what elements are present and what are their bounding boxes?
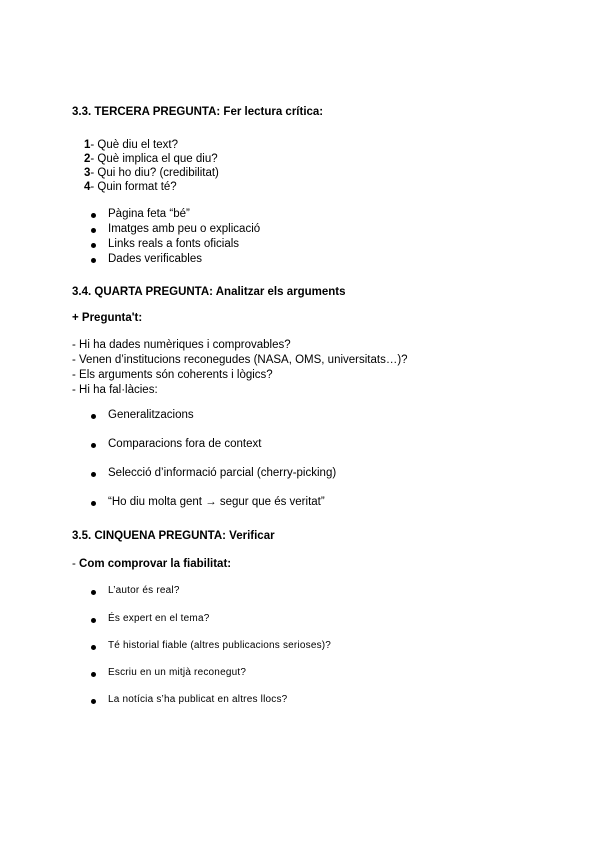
question-3 (84, 167, 219, 179)
bullet-dot (91, 414, 96, 419)
list-item: Imatges amb peu o explicació (108, 223, 261, 235)
bullet-dot (91, 501, 96, 506)
list-item: Comparacions fora de context (108, 438, 262, 450)
question-line: - Venen d’institucions reconegudes (NASA, OMS, universitats…)? (72, 354, 408, 366)
question-text: - Qui ho diu? (credibilitat) (90, 167, 219, 179)
section-3-3-title: 3.3. TERCERA PREGUNTA: Fer lectura crítica: (72, 106, 324, 118)
section-3-4-title: 3.4. QUARTA PREGUNTA: Analitzar els arguments (72, 286, 346, 298)
bullet-dot (91, 645, 96, 650)
list-item: Escriu en un mitjà reconegut? (108, 667, 247, 678)
section-3-5-title: 3.5. CINQUENA PREGUNTA: Verificar (72, 530, 275, 542)
bullet-dot (91, 672, 96, 677)
section-3-5-subtitle (72, 558, 231, 570)
list-item: Té historial fiable (altres publicacions serioses)? (108, 640, 332, 651)
question-number: 2 (84, 153, 91, 165)
bullet-dot (91, 213, 96, 218)
question-text: - Quin format té? (90, 181, 177, 193)
bullet-dot (91, 699, 96, 704)
list-item: Links reals a fonts oficials (108, 238, 240, 250)
section-3-4-subtitle: + Pregunta't: (72, 312, 143, 324)
list-item: Dades verificables (108, 253, 202, 265)
list-item: La notícia s’ha publicat en altres llocs? (108, 694, 288, 705)
list-item: És expert en el tema? (108, 613, 210, 624)
question-number: 3 (84, 167, 91, 179)
bullet-dot (91, 258, 96, 263)
question-line: - Hi ha dades numèriques i comprovables? (72, 339, 291, 351)
question-line: - Els arguments són coherents i lògics? (72, 369, 273, 381)
list-item: Pàgina feta “bé” (108, 208, 190, 220)
list-item: Generalitzacions (108, 409, 194, 421)
bullet-dot (91, 590, 96, 595)
question-number: 4 (84, 181, 91, 193)
question-2 (84, 153, 218, 165)
bullet-dot (91, 243, 96, 248)
list-item: “Ho diu molta gent → segur que és veritat” (108, 496, 325, 508)
question-4 (84, 181, 177, 193)
question-line: - Hi ha fal·làcies: (72, 384, 158, 396)
bullet-dot (91, 443, 96, 448)
subtitle-text: Com comprovar la fiabilitat: (79, 558, 232, 570)
bullet-dot (91, 472, 96, 477)
bullet-dot (91, 618, 96, 623)
list-item: Selecció d’informació parcial (cherry-picking) (108, 467, 337, 479)
list-item: L’autor és real? (108, 585, 180, 596)
question-1 (84, 139, 178, 151)
question-text: - Què diu el text? (90, 139, 178, 151)
bullet-dot (91, 228, 96, 233)
subtitle-prefix: - (72, 558, 80, 570)
question-text: - Què implica el que diu? (90, 153, 218, 165)
question-number: 1 (84, 139, 91, 151)
